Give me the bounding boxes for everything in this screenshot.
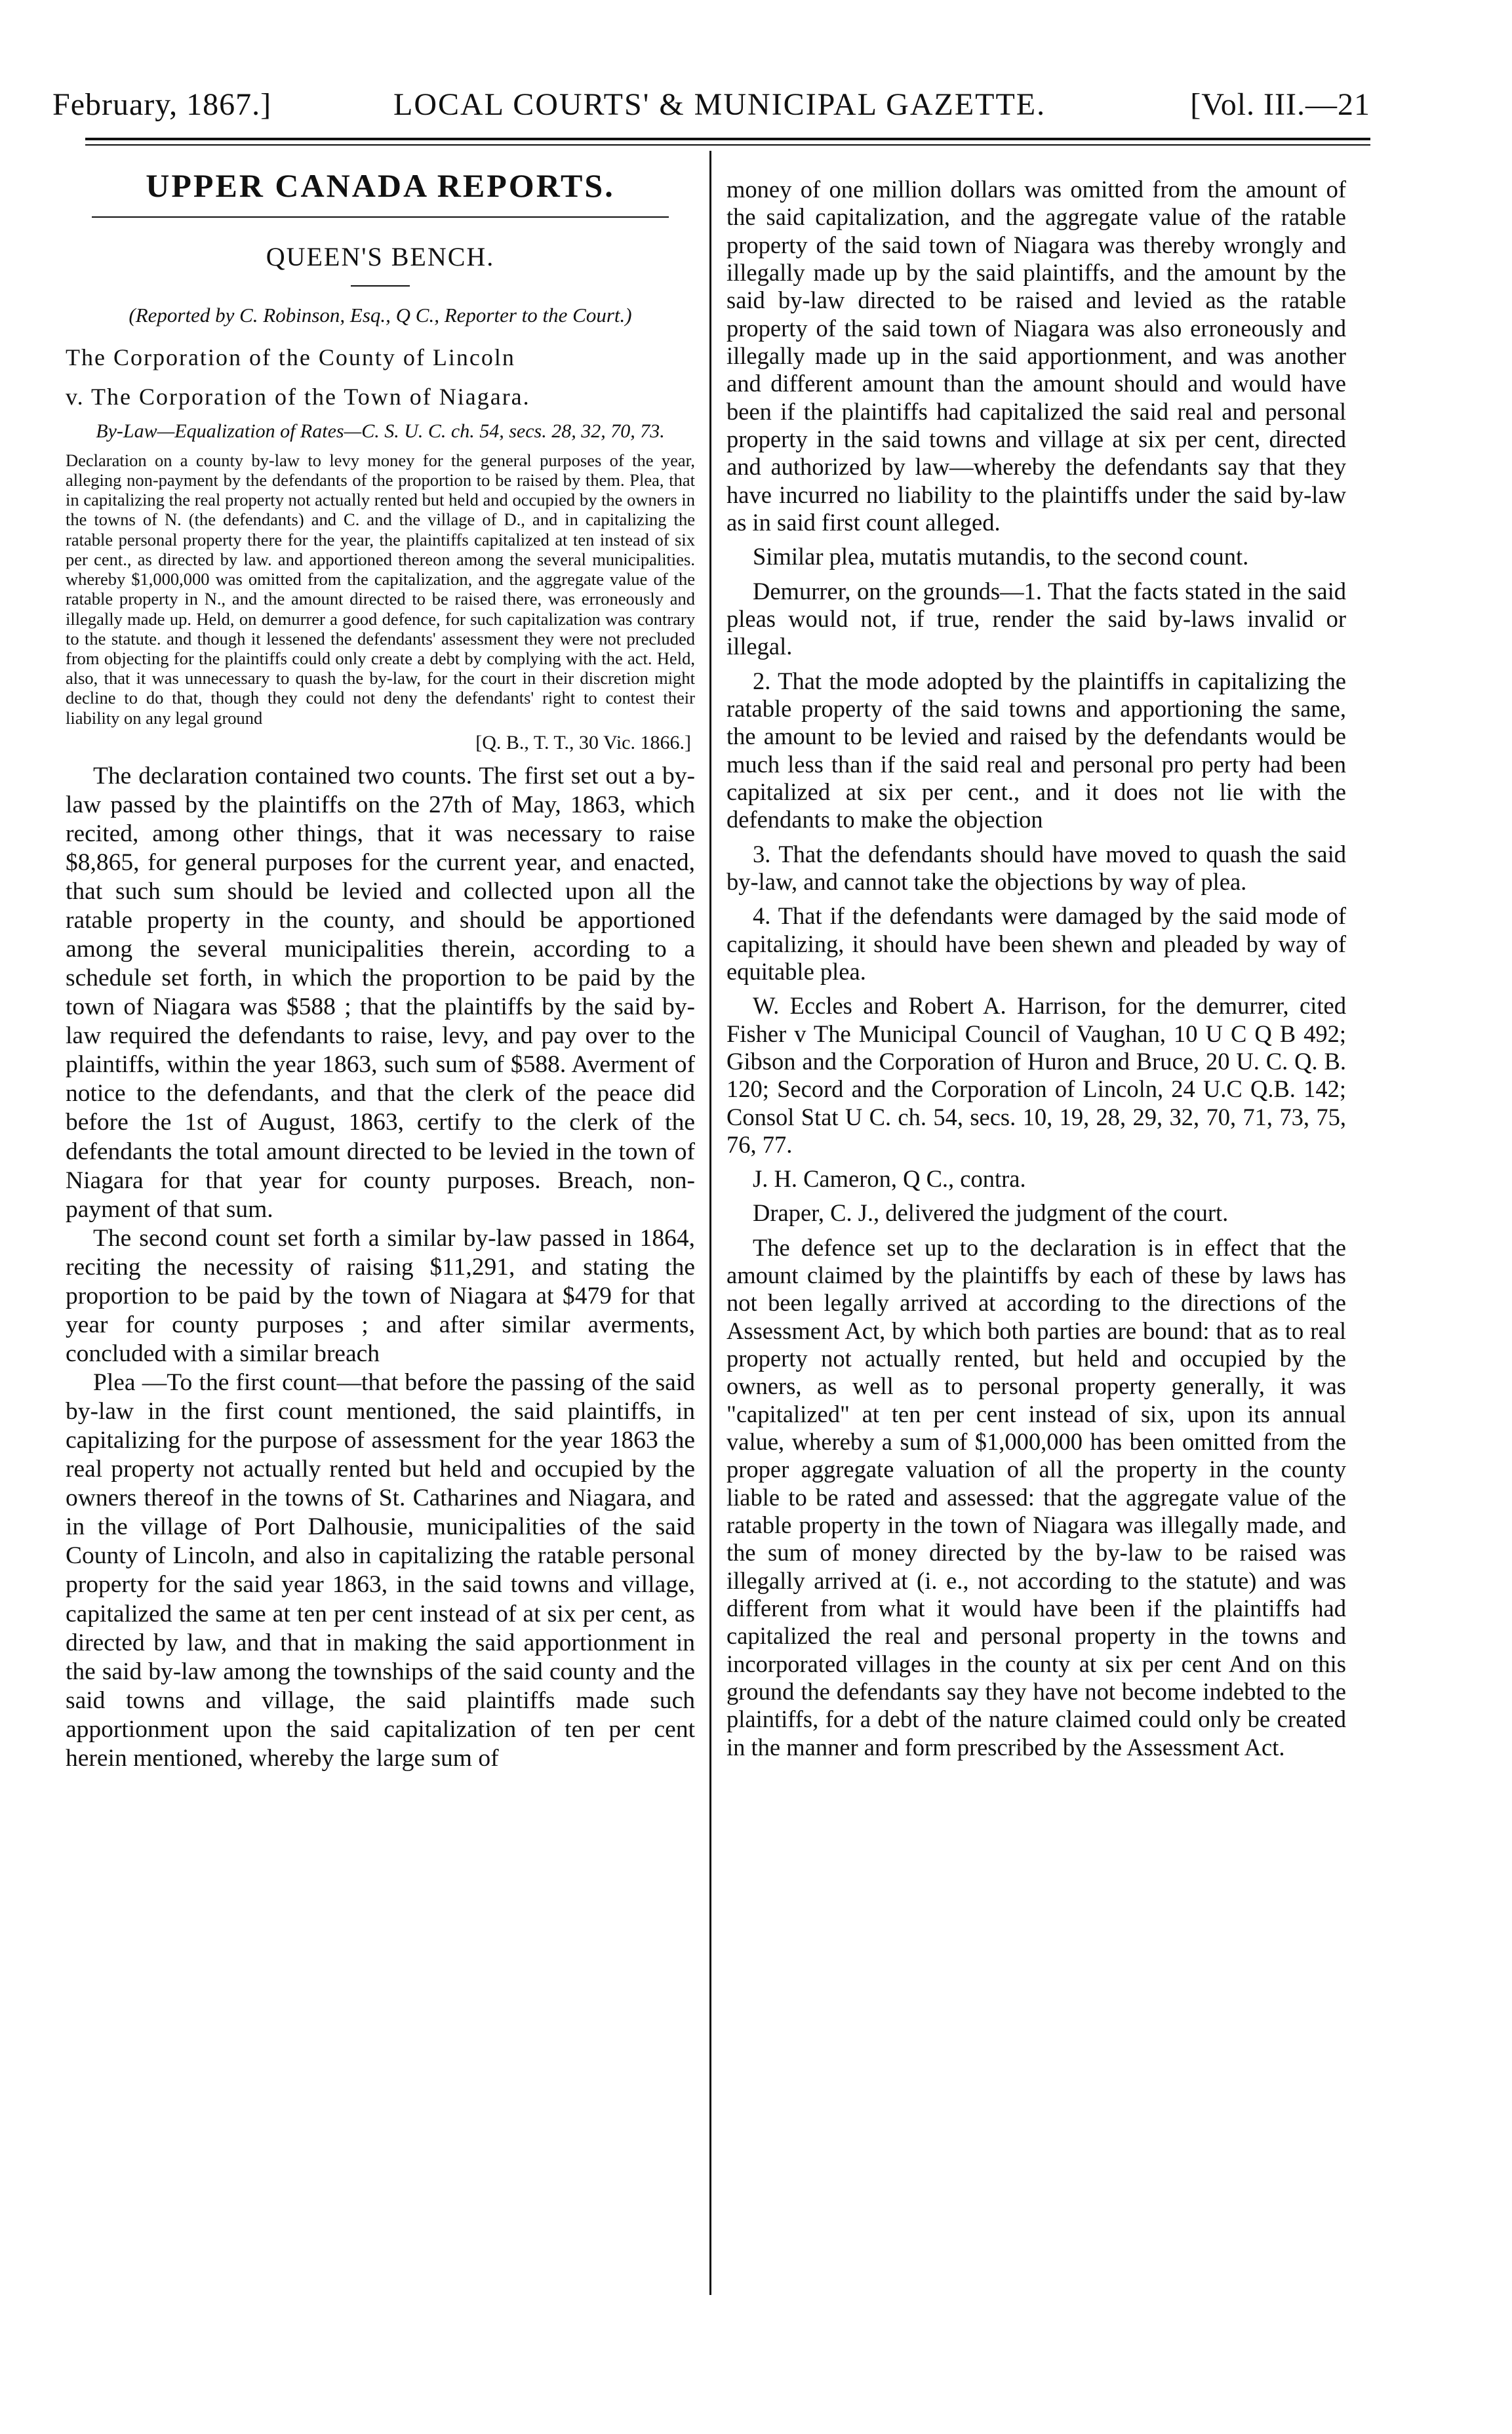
case-title-line-2: v. The Corporation of the Town of Niagara. <box>66 384 530 410</box>
right-column <box>726 176 1346 1768</box>
statute-line: By-Law—Equalization of Rates—C. S. U. C. ch. 54, secs. 28, 32, 70, 73. <box>96 420 665 443</box>
court-rule <box>351 285 410 287</box>
case-title-line-1: The Corporation of the County of Lincoln <box>66 344 515 370</box>
running-header <box>52 87 1370 132</box>
court-title: QUEEN'S BENCH. <box>266 242 495 271</box>
plea-continuation: money of one million dollars was omitted from the amount of the said capitalization, and the aggregate value of the ratable property of the said town of Niagara was thereby wrongly and illegally made up by the said plaintiffs, and the amount by the said by-law directed to be raised and levied as the ratable property of the said town of Niagara was also erroneously and illegally made up in the said apportionment, and was another and different amount than the amount should and would have been if the plaintiffs had capitalized the said real and personal property in the said towns and village at six per cent, directed and authorized by law—whereby the defendants say that they have incurred no liability to the plaintiffs under the said by-law as in said first count alleged. <box>726 176 1346 536</box>
section-title: UPPER CANADA REPORTS. <box>146 167 615 204</box>
declaration-paragraph: The declaration contained two counts. The first set out a by-law passed by the plaintiffs on the 27th of May, 1863, which recited, among other things, that it was necessary to raise $8,865, for general purposes for the current year, and enacted, that such sum should be levied and collected upon all the ratable property in the county, and should be apportioned among the several municipalities therein, according to a schedule set forth, in which the proportion to be paid by the town of Niagara was $588 ; that the plaintiffs by the said by-law required the defendants to raise, levy, and pay over to the plaintiffs, within the year 1863, such sum of $588. Averment of notice to the defendants, and that the clerk of the peace did before the 1st of August, 1863, certify to the clerk of the defendants the total amount directed to be levied in the town of Niagara for that year for county purposes. Breach, non-payment of that sum. <box>66 762 695 1223</box>
counsel-for-demurrer: W. Eccles and Robert A. Harrison, for the demurrer, cited Fisher v The Municipal Council of Vaughan, 10 U C Q B 492; Gibson and the Corporation of Huron and Bruce, 20 U. C. Q. B. 120; Secord and the Corporation of Lincoln, 24 U.C Q.B. 142; Consol Stat U C. ch. 54, secs. 10, 19, 28, 29, 32, 70, 71, 73, 75, 76, 77. <box>726 992 1346 1158</box>
demurrer-ground-1: Demurrer, on the grounds—1. That the facts stated in the said pleas would not, if true, render the said by-laws invalid or illegal. <box>726 577 1346 660</box>
header-rule <box>85 138 1370 146</box>
plea-paragraph: Plea —To the first count—that before the passing of the said by-law in the first count mentioned, the said plaintiffs, in capitalizing for the purpose of assessment for the year 1863 the real property not actually rented but held and occupied by the owners thereof in the towns of St. Catharines and Niagara, and in the village of Port Dalhousie, municipalities of the said County of Lincoln, and also in capitalizing the ratable personal property for the said year 1863, in the said towns and village, capitalized the same at ten per cent instead of at six per cent, as directed by law, and that in making the said apportionment in the said by-law among the townships of the said county and the said towns and village, the said plaintiffs made such apportionment upon the said capitalization of ten per cent herein mentioned, whereby the large sum of <box>66 1369 695 1772</box>
case-citation: [Q. B., T. T., 30 Vic. 1866.] <box>475 731 691 753</box>
judgment-paragraph: The defence set up to the declaration is in effect that the amount claimed by the plaintiffs by each of these by laws has not been legally arrived at according to the directions of the Assessment Act, by which both parties are bound: that as to real property not actually rented, but held and occupied by the owners, as well as to personal property generally, it was "capitalized" at ten per cent instead of six, upon its annual value, whereby a sum of $1,000,000 has been omitted from the proper aggregate valuation of all the property in the county liable to be rated and assessed: that the aggregate value of the ratable property in the town of Niagara was illegally made, and the sum of money directed by the by-law to be raised was illegally arrived at (i. e., not according to the statute) and was different from what it would have been if the plaintiffs had capitalized the real and personal property in the towns and incorporated villages in the county at six per cent And on this ground the defendants say they have not become indebted to the plaintiffs, for a debt of the nature claimed could only be created in the manner and form prescribed by the Assessment Act. <box>726 1233 1346 1761</box>
column-divider <box>709 151 711 2295</box>
judgment-intro: Draper, C. J., delivered the judgment of the court. <box>753 1199 1229 1227</box>
reporter-line: (Reported by C. Robinson, Esq., Q C., Reporter to the Court.) <box>129 304 632 327</box>
header-volume: [Vol. III.—21 <box>1190 87 1370 122</box>
demurrer-ground-3: 3. That the defendants should have moved to quash the said by-law, and cannot take the objections by way of plea. <box>726 840 1346 895</box>
left-column <box>66 157 695 1773</box>
header-date: February, 1867.] <box>52 87 272 122</box>
headnote: Declaration on a county by-law to levy money for the general purposes of the year, alleging non-payment by the defendants of the proportion to be raised by them. Plea, that in capitalizing the real property not actually rented but held and occupied by the owners in the towns of N. (the defendants) and C. and the village of D., and in capitalizing the ratable personal property there for the year, the plaintiffs capitalized at ten instead of six per cent., as directed by law. and apportioned thereon among the several municipalities. whereby $1,000,000 was omitted from the capitalization, and the aggregate value of the ratable property in N., and the amount directed to be raised there, was erroneously and illegally made up. Held, on demurrer a good defence, for such capitalization was contrary to the statute. and though it lessened the defendants' assessment they were not precluded from objecting for the plaintiffs could only create a debt by complying with the act. Held, also, that it was unnecessary to quash the by-law, for the court in their discretion might decline to do that, though they could not deny the defendants' right to contest their liability on any legal ground <box>66 450 695 728</box>
counsel-contra: J. H. Cameron, Q C., contra. <box>753 1165 1026 1193</box>
similar-plea: Similar plea, mutatis mutandis, to the second count. <box>753 543 1249 570</box>
section-rule <box>92 216 669 218</box>
second-count-paragraph: The second count set forth a similar by-law passed in 1864, reciting the necessity of raising $11,291, and stating the proportion to be paid by the town of Niagara at $479 for that year for county purposes ; and after similar averments, concluded with a similar breach <box>66 1224 695 1367</box>
demurrer-ground-4: 4. That if the defendants were damaged by the said mode of capitalizing, it should have been shewn and pleaded by way of equitable plea. <box>726 902 1346 985</box>
demurrer-ground-2: 2. That the mode adopted by the plaintiffs in capitalizing the ratable property of the said towns and apportioning the same, the amount to be levied and raised by the defendants would be much less than if the said real and personal pro perty had been capitalized at six per cent., and it does not lie with the defendants to make the objection <box>726 667 1346 833</box>
header-title: LOCAL COURTS' & MUNICIPAL GAZETTE. <box>393 87 1046 122</box>
